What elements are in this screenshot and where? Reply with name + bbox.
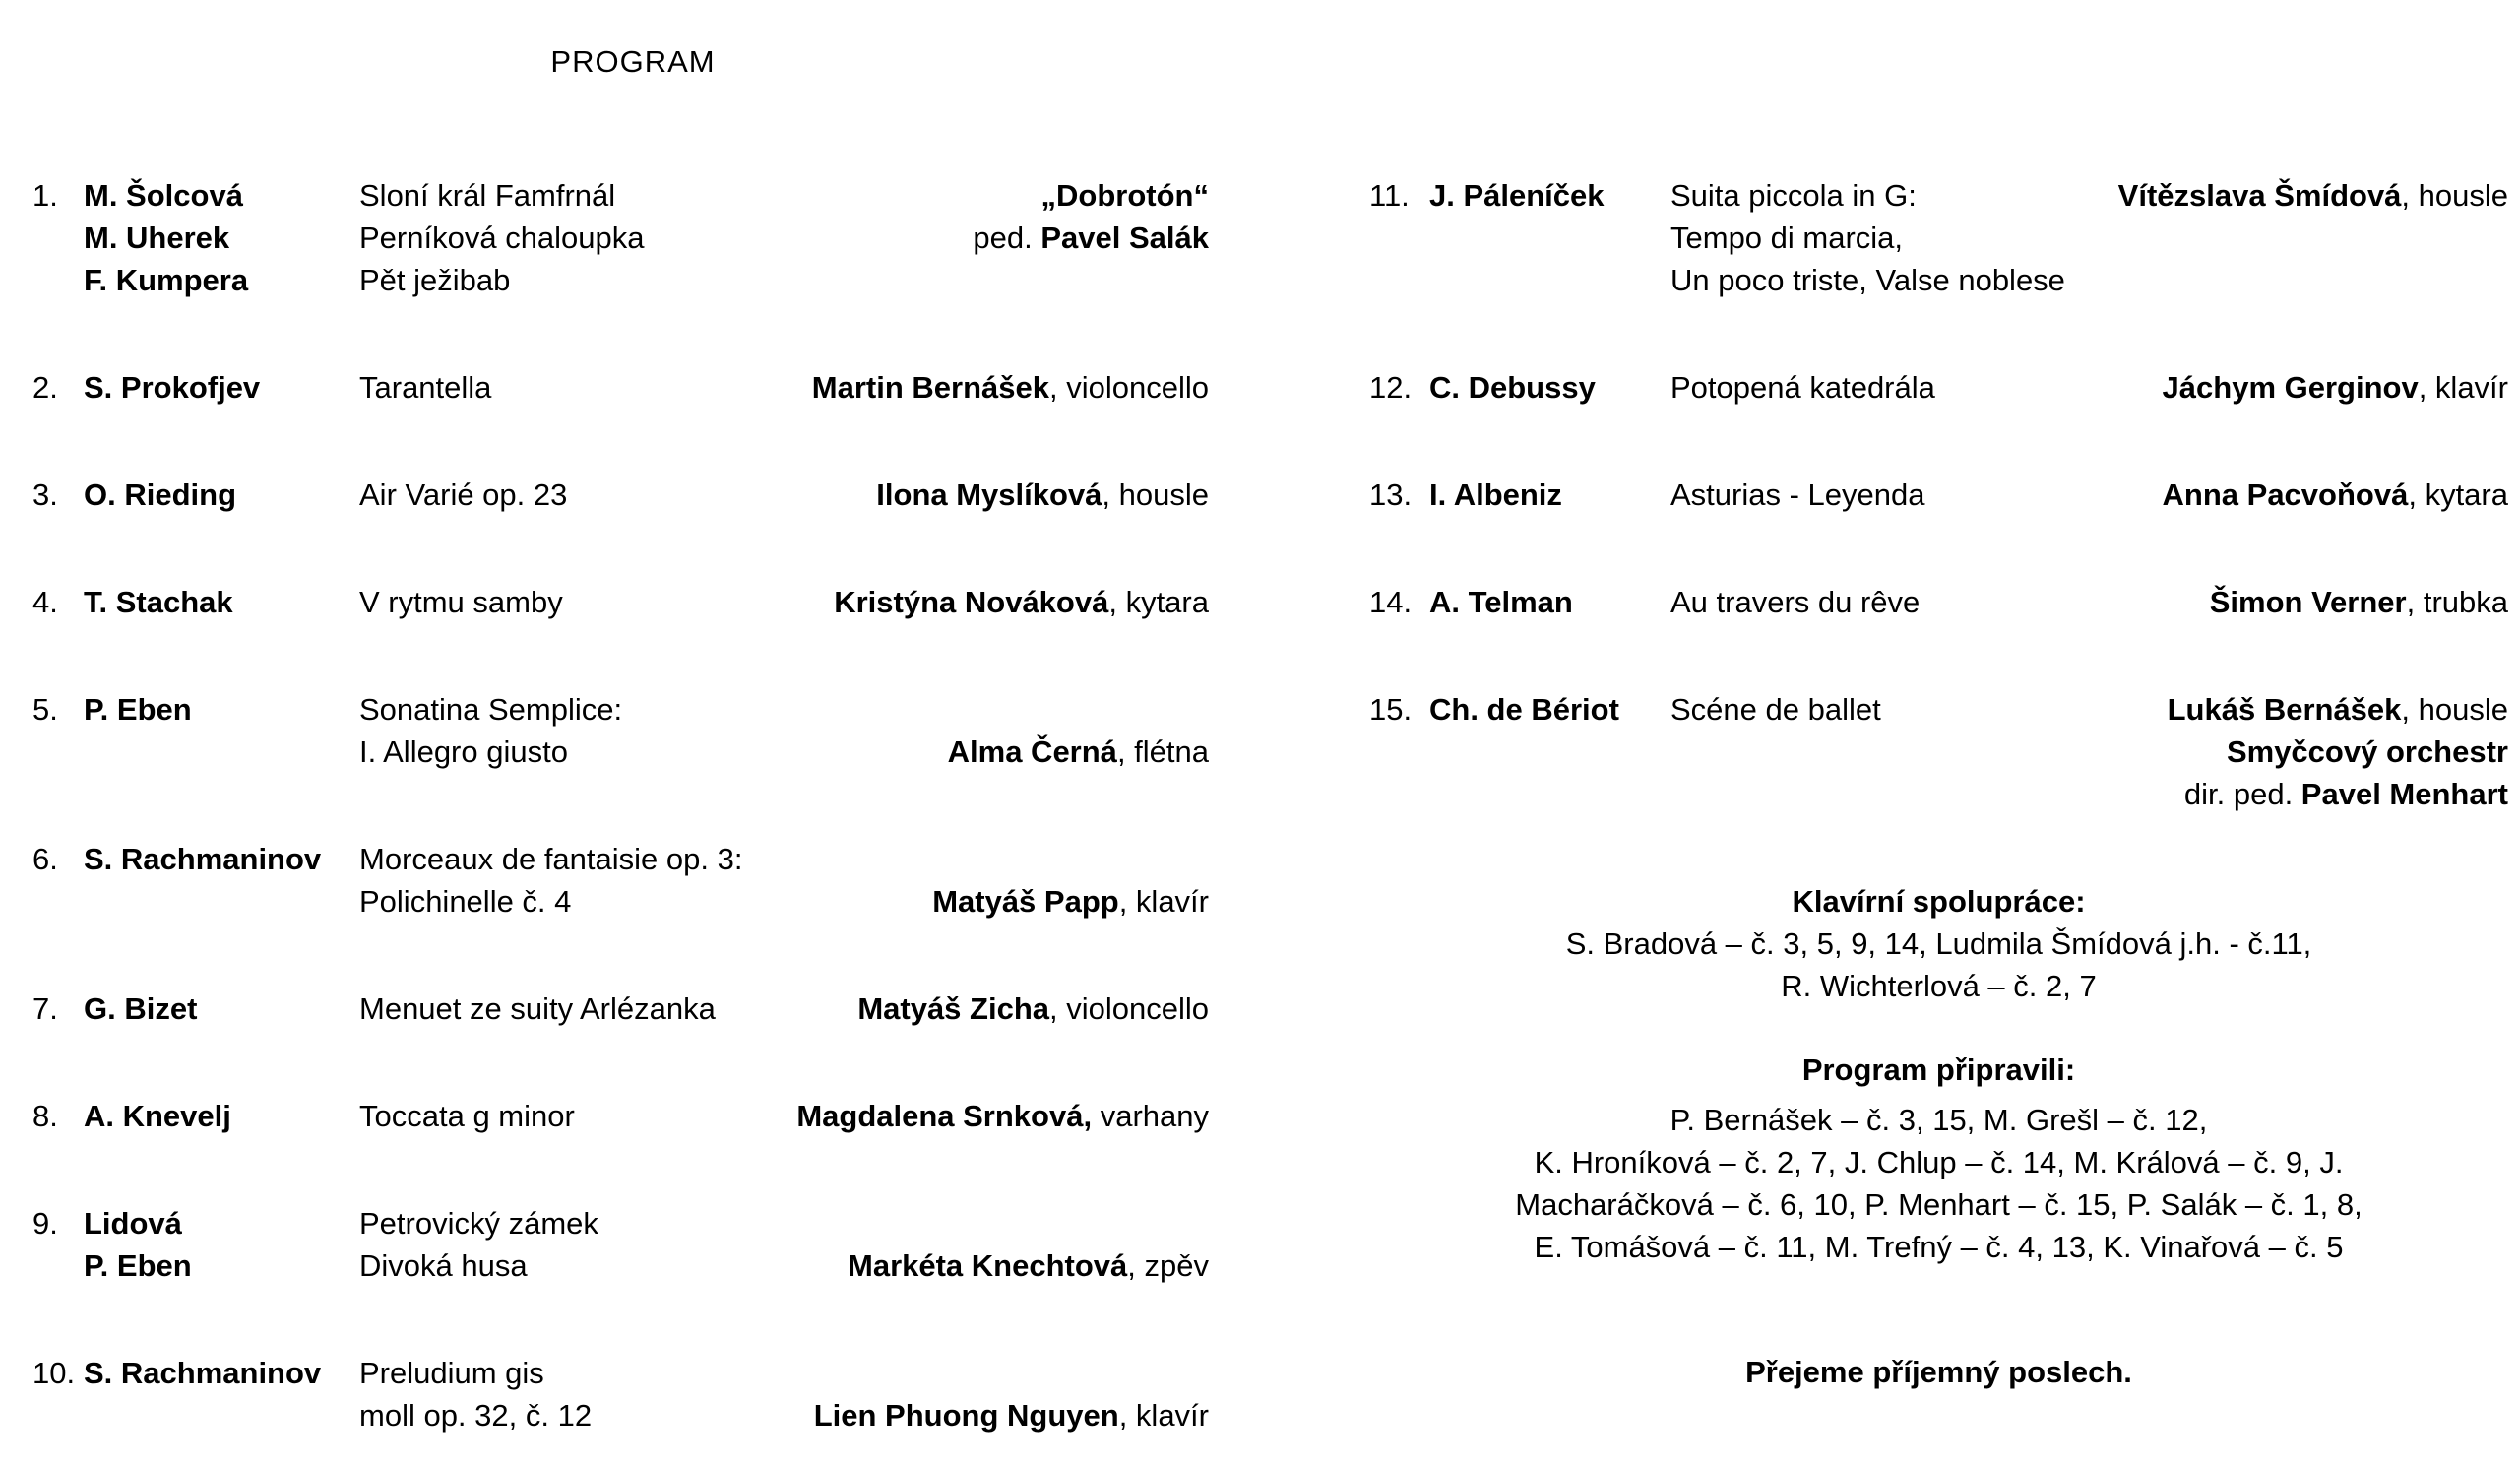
performer — [2118, 174, 2508, 217]
item-number: 10. — [32, 1356, 76, 1390]
piece-title — [1670, 773, 2184, 815]
program-prepared-line: Macharáčková – č. 6, 10, P. Menhart – č. 15, P. Salák – č. 1, 8, — [1515, 1187, 2362, 1222]
item-number: 3. — [32, 478, 58, 512]
composer-name: T. Stachak — [84, 585, 233, 619]
composer-name: Lidová — [84, 1206, 182, 1241]
piece-title: Perníková chaloupka — [359, 221, 645, 255]
piece-title: Toccata g minor — [359, 1099, 575, 1133]
composer-name: J. Páleníček — [1429, 178, 1605, 213]
composer-name: G. Bizet — [84, 991, 198, 1026]
performer-name: Magdalena Srnková, — [796, 1099, 1093, 1133]
program-item-line — [32, 838, 1209, 880]
item-number — [32, 731, 84, 773]
performer-name: Jáchym Gerginov — [2162, 370, 2419, 405]
performer-suffix: , kytara — [1108, 585, 1209, 619]
program-item-line — [32, 581, 1209, 623]
item-number — [1369, 773, 1429, 815]
performer — [814, 1394, 1209, 1436]
piece-title: Tarantella — [359, 370, 492, 405]
item-number: 6. — [32, 842, 58, 876]
performer-name: Šimon Verner — [2209, 585, 2407, 619]
composer-name: S. Prokofjev — [84, 370, 261, 405]
performer-prefix: ped. — [973, 221, 1041, 255]
composer-name — [1429, 773, 1670, 815]
piano-collaboration-line: R. Wichterlová – č. 2, 7 — [1781, 969, 2097, 1003]
piano-collaboration-line: S. Bradová – č. 3, 5, 9, 14, Ludmila Šmídová j.h. - č.11, — [1565, 926, 2312, 961]
piano-collaboration-heading: Klavírní spolupráce: — [1792, 884, 2086, 919]
program-item — [32, 474, 1209, 516]
program-column-left — [32, 174, 1209, 1466]
performer-name: Pavel Menhart — [2300, 777, 2508, 811]
composer-name: Ch. de Bériot — [1429, 692, 1619, 727]
performer — [932, 880, 1209, 923]
item-number — [32, 1244, 84, 1287]
piece-title: Scéne de ballet — [1670, 692, 1881, 727]
piece-title — [1670, 731, 2227, 773]
program-item — [32, 1202, 1209, 1287]
performer-suffix: , zpěv — [1127, 1248, 1209, 1283]
performer-name: Kristýna Nováková — [834, 585, 1109, 619]
program-prepared-section — [1369, 1049, 2508, 1268]
closing-message: Přejeme příjemný poslech. — [1745, 1355, 2132, 1389]
program-item — [32, 581, 1209, 623]
performer-name: Vítězslava Šmídová — [2117, 178, 2402, 213]
program-item-line — [1369, 731, 2508, 773]
program-item — [1369, 581, 2508, 623]
program-item — [32, 1352, 1209, 1436]
performer — [973, 217, 1209, 259]
piece-title: Polichinelle č. 4 — [359, 884, 572, 919]
piano-collaboration-section — [1369, 880, 2508, 1007]
item-number: 11. — [1369, 178, 1410, 213]
item-number: 8. — [32, 1099, 58, 1133]
program-item-line — [1369, 581, 2508, 623]
composer-name — [84, 880, 359, 923]
program-item-line — [32, 1244, 1209, 1287]
piece-title: Suita piccola in G: — [1670, 178, 1917, 213]
composer-name: P. Eben — [84, 1248, 192, 1283]
program-item — [32, 174, 1209, 301]
performer-suffix: , housle — [2401, 178, 2508, 213]
program-item-line — [1369, 259, 2508, 301]
performer-name: Matyáš Zicha — [857, 991, 1050, 1026]
composer-name — [1429, 731, 1670, 773]
program-prepared-heading: Program připravili: — [1801, 1052, 2076, 1087]
composer-name: M. Uherek — [84, 221, 230, 255]
performer-suffix: , klavír — [2418, 370, 2508, 405]
program-item — [32, 688, 1209, 773]
program-column-right — [1369, 174, 2508, 1393]
program-item-line — [32, 1394, 1209, 1436]
piece-title: Divoká husa — [359, 1248, 528, 1283]
composer-name: C. Debussy — [1429, 370, 1596, 405]
program-item-line — [32, 731, 1209, 773]
program-items-right — [1369, 174, 2508, 815]
piece-title: moll op. 32, č. 12 — [359, 1398, 593, 1433]
item-number: 2. — [32, 370, 58, 405]
performer — [2163, 366, 2508, 409]
program-item — [1369, 366, 2508, 409]
item-number — [32, 880, 84, 923]
performer-suffix: , flétna — [1116, 734, 1209, 769]
composer-name: S. Rachmaninov — [84, 842, 322, 876]
program-item-line — [32, 217, 1209, 259]
item-number: 13. — [1369, 478, 1413, 512]
performer — [2168, 688, 2508, 731]
item-number — [1369, 731, 1429, 773]
performer-name: Matyáš Papp — [932, 884, 1119, 919]
performer — [848, 1244, 1209, 1287]
piece-title: Un poco triste, Valse noblese — [1670, 263, 2065, 297]
piece-title: I. Allegro giusto — [359, 734, 568, 769]
performer-suffix: , violoncello — [1049, 991, 1209, 1026]
performer — [2184, 773, 2508, 815]
item-number: 1. — [32, 178, 58, 213]
program-item — [32, 838, 1209, 923]
performer-name: Lien Phuong Nguyen — [813, 1398, 1119, 1433]
program-item-line — [32, 688, 1209, 731]
performer-name: Alma Černá — [947, 734, 1117, 769]
composer-name: A. Telman — [1429, 585, 1573, 619]
performer-name: Anna Pacvoňová — [2162, 478, 2409, 512]
item-number — [32, 217, 84, 259]
program-item-line — [1369, 688, 2508, 731]
program-item-line — [32, 474, 1209, 516]
program-item — [32, 1095, 1209, 1137]
performer — [2163, 474, 2508, 516]
performer-name: Markéta Knechtová — [848, 1248, 1128, 1283]
program-item — [1369, 688, 2508, 815]
performer — [876, 474, 1209, 516]
performer — [2210, 581, 2508, 623]
item-number: 15. — [1369, 692, 1413, 727]
performer-name: Pavel Salák — [1040, 221, 1209, 255]
piece-title: Morceaux de fantaisie op. 3: — [359, 842, 743, 876]
performer-name: Lukáš Bernášek — [2167, 692, 2402, 727]
item-number — [1369, 259, 1429, 301]
performer-suffix: , klavír — [1118, 884, 1209, 919]
item-number: 9. — [32, 1206, 58, 1241]
piece-title: Potopená katedrála — [1670, 370, 1935, 405]
program-item-line — [1369, 474, 2508, 516]
program-item — [1369, 474, 2508, 516]
performer-suffix: , trubka — [2406, 585, 2508, 619]
composer-name — [1429, 259, 1670, 301]
performer-suffix: , violoncello — [1049, 370, 1209, 405]
performer-prefix: dir. ped. — [2183, 777, 2301, 811]
piece-title: Preludium gis — [359, 1356, 544, 1390]
composer-name — [84, 731, 359, 773]
composer-name: O. Rieding — [84, 478, 236, 512]
program-item — [32, 366, 1209, 409]
performer — [2227, 731, 2508, 773]
piece-title: Petrovický zámek — [359, 1206, 598, 1241]
item-number — [32, 259, 84, 301]
piece-title: Pět ježibab — [359, 263, 511, 297]
program-item-line — [32, 259, 1209, 301]
item-number — [32, 1394, 84, 1436]
program-item-line — [1369, 174, 2508, 217]
performer — [812, 366, 1209, 409]
performer-suffix: , housle — [2401, 692, 2508, 727]
program-item-line — [32, 366, 1209, 409]
composer-name: P. Eben — [84, 692, 192, 727]
performer-suffix: , kytara — [2408, 478, 2508, 512]
piece-title: Tempo di marcia, — [1670, 221, 1904, 255]
program-prepared-line: E. Tomášová – č. 11, M. Trefný – č. 4, 13, K. Vinařová – č. 5 — [1534, 1230, 2344, 1264]
performer-suffix: , housle — [1102, 478, 1209, 512]
program-item-line — [1369, 366, 2508, 409]
composer-name: F. Kumpera — [84, 263, 249, 297]
item-number: 4. — [32, 585, 58, 619]
piece-title: Menuet ze suity Arlézanka — [359, 991, 716, 1026]
program-item-line — [32, 1202, 1209, 1244]
piece-title: V rytmu samby — [359, 585, 563, 619]
item-number: 5. — [32, 692, 58, 727]
performer-suffix: varhany — [1092, 1099, 1209, 1133]
performer — [834, 581, 1209, 623]
performer-name: Martin Bernášek — [811, 370, 1050, 405]
composer-name: S. Rachmaninov — [84, 1356, 322, 1390]
program-item-line — [32, 1095, 1209, 1137]
performer-name: Smyčcový orchestr — [2226, 734, 2508, 769]
item-number: 7. — [32, 991, 58, 1026]
piece-title: Asturias - Leyenda — [1670, 478, 1925, 512]
performer — [1041, 174, 1209, 217]
performer — [948, 731, 1209, 773]
program-columns — [32, 174, 2508, 1466]
performer-name: „Dobrotón“ — [1040, 178, 1209, 213]
performer-suffix: , klavír — [1118, 1398, 1209, 1433]
item-number — [1369, 217, 1429, 259]
program-item-line — [32, 880, 1209, 923]
composer-name: M. Šolcová — [84, 178, 243, 213]
piece-title: Air Varié op. 23 — [359, 478, 568, 512]
item-number: 12. — [1369, 370, 1413, 405]
program-prepared-line: K. Hroníková – č. 2, 7, J. Chlup – č. 14, M. Králová – č. 9, J. — [1534, 1145, 2344, 1179]
composer-name: I. Albeniz — [1429, 478, 1562, 512]
piece-title: Sonatina Semplice: — [359, 692, 623, 727]
program-item-line — [32, 1352, 1209, 1394]
program-prepared-line: P. Bernášek – č. 3, 15, M. Grešl – č. 12, — [1670, 1103, 2208, 1137]
composer-name: A. Knevelj — [84, 1099, 231, 1133]
performer — [857, 988, 1209, 1030]
program-item — [1369, 174, 2508, 301]
piece-title: Sloní král Famfrnál — [359, 178, 616, 213]
program-item-line — [1369, 217, 2508, 259]
program-item-line — [1369, 773, 2508, 815]
performer-name: Ilona Myslíková — [876, 478, 1102, 512]
page-title: PROGRAM — [550, 44, 716, 79]
composer-name — [1429, 217, 1670, 259]
performer — [796, 1095, 1209, 1137]
composer-name — [84, 1394, 359, 1436]
program-item-line — [32, 174, 1209, 217]
program-item-line — [32, 988, 1209, 1030]
piece-title: Au travers du rêve — [1670, 585, 1921, 619]
program-item — [32, 988, 1209, 1030]
item-number: 14. — [1369, 585, 1413, 619]
